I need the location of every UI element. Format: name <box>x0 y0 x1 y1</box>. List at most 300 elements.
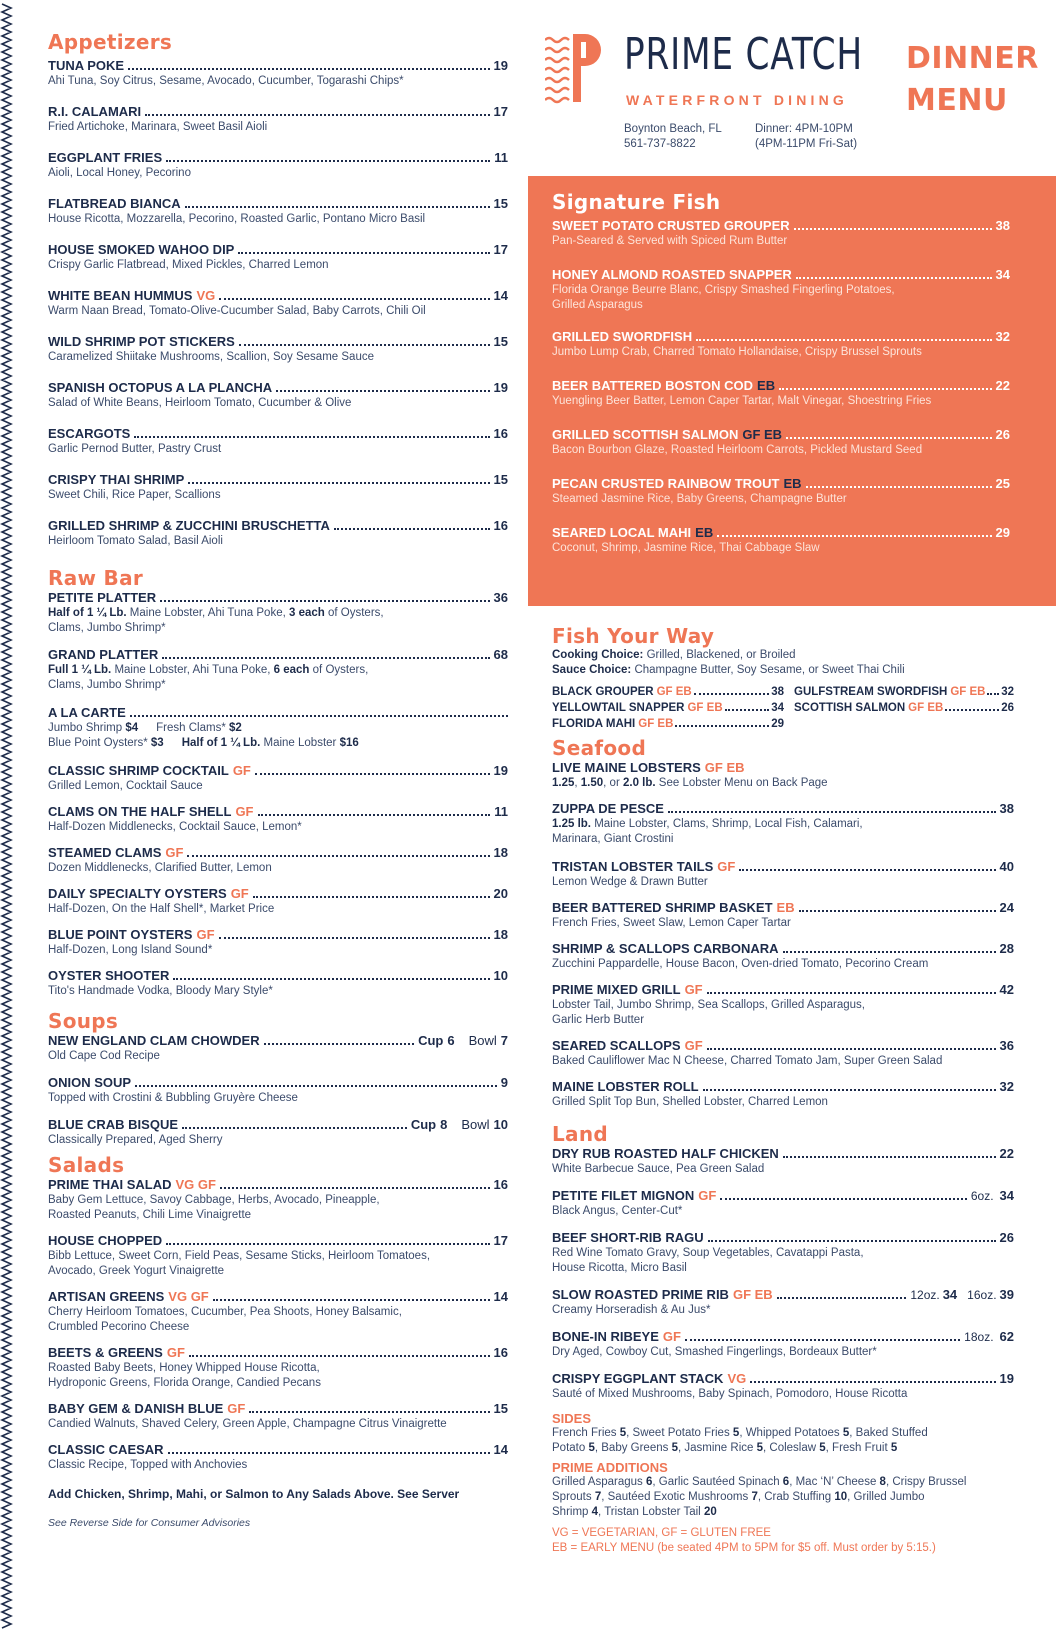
dot-leader <box>703 1089 996 1091</box>
desc-bold: $16 <box>339 737 359 749</box>
side-name: Grilled Asparagus <box>552 1476 646 1488</box>
item-desc: Baked Cauliflower Mac N Cheese, Charred Tomato Jam, Super Green Salad <box>552 1055 943 1067</box>
item-name: PECAN CRUSTED RAINBOW TROUT <box>552 476 780 491</box>
item-price: 9 <box>500 1075 508 1090</box>
item-tag: GF <box>165 845 184 860</box>
dot-leader <box>717 535 991 537</box>
item-name: HOUSE CHOPPED <box>48 1233 163 1248</box>
item-price: 15 <box>493 196 508 211</box>
side-price: 5 <box>756 1442 763 1454</box>
item-desc: Candied Walnuts, Shaved Celery, Green Apple, Champagne Citrus Vinaigrette <box>48 1418 447 1430</box>
dot-leader <box>220 1187 490 1189</box>
dot-leader <box>238 252 489 254</box>
item-tag: GF EB <box>742 427 783 442</box>
item-name: GRILLED SWORDFISH <box>552 329 693 344</box>
item-name: DRY RUB ROASTED HALF CHICKEN <box>552 1146 779 1161</box>
item-name: ESCARGOTS <box>48 426 131 441</box>
item-desc-2: House Ricotta, Micro Basil <box>552 1262 687 1274</box>
dot-leader <box>276 390 489 392</box>
dot-leader <box>707 1048 996 1050</box>
dot-leader <box>675 725 769 727</box>
price-line <box>552 1426 1014 1441</box>
item-desc-2: Roasted Peanuts, Chili Lime Vinaigrette <box>48 1209 252 1221</box>
item-price: 14 <box>493 288 508 303</box>
side-price: 6 <box>645 1476 653 1488</box>
item-desc: Yuengling Beer Batter, Lemon Caper Tartar, Malt Vinegar, Shoestring Fries <box>552 395 932 407</box>
dot-leader <box>694 693 769 695</box>
soup-onion <box>48 1075 508 1117</box>
cup-label: Cup <box>418 1033 444 1048</box>
dot-leader <box>239 344 490 346</box>
item-name: BLACK GROUPER <box>552 686 654 698</box>
item-price: 36 <box>493 590 508 605</box>
item-tag: EB <box>757 378 776 393</box>
cup-price: 6 <box>447 1033 455 1048</box>
item-tag: VG GF <box>175 1177 216 1192</box>
prime-additions-heading: PRIME ADDITIONS <box>552 1460 668 1475</box>
dot-leader <box>166 1243 489 1245</box>
item-price: 16 <box>493 426 508 441</box>
dot-leader <box>219 937 490 939</box>
signature-fish-list <box>552 218 1010 574</box>
menu-item <box>48 150 508 196</box>
item-price: 17 <box>493 104 508 119</box>
item-name: CRISPY THAI SHRIMP <box>48 472 185 487</box>
desc-bold: $3 <box>150 737 164 749</box>
menu-item <box>48 58 508 104</box>
item-name: YELLOWTAIL SNAPPER <box>552 702 685 714</box>
item-desc: Steamed Jasmine Rice, Baby Greens, Champagne Butter <box>552 493 847 505</box>
item-name: BONE-IN RIBEYE <box>552 1329 659 1344</box>
bowl-price: 7 <box>500 1033 508 1048</box>
item-name: GRILLED SHRIMP & ZUCCHINI BRUSCHETTA <box>48 518 330 533</box>
appetizers-list <box>48 58 508 564</box>
menu-item <box>48 518 508 564</box>
item-desc: Aioli, Local Honey, Pecorino <box>48 167 191 179</box>
item-desc: Clams, Jumbo Shrimp* <box>48 622 166 634</box>
item-name: ARTISAN GREENS <box>48 1289 165 1304</box>
live-maine-lobsters <box>552 760 1014 801</box>
item-tag: GF <box>196 927 215 942</box>
item-tag: GF <box>227 1401 246 1416</box>
item-name: STEAMED CLAMS <box>48 845 162 860</box>
item-desc: Caramelized Shiitake Mushrooms, Scallion, Soy Sesame Sauce <box>48 351 374 363</box>
side-price: 7 <box>751 1491 758 1503</box>
menu-item <box>552 476 1010 525</box>
menu-title <box>906 38 1039 122</box>
item-desc: Topped with Crostini & Bubbling Gruyère Cheese <box>48 1092 298 1104</box>
side-price: 6 <box>782 1476 790 1488</box>
dot-leader <box>128 68 489 70</box>
side-name: , Garlic Sautéed Spinach <box>652 1476 783 1488</box>
item-name: R.I. CALAMARI <box>48 104 142 119</box>
desc-bold: Full 1 ¼ Lb. <box>48 664 112 676</box>
item-desc: Salad of White Beans, Heirloom Tomato, Cucumber & Olive <box>48 397 352 409</box>
side-name: , Coleslaw <box>763 1442 820 1454</box>
dot-leader <box>253 896 490 898</box>
item-desc: Ahi Tuna, Soy Citrus, Sesame, Avocado, Cucumber, Togarashi Chips* <box>48 75 404 87</box>
land-filet <box>552 1188 1014 1230</box>
item-size: 18oz. <box>964 1330 994 1344</box>
item-desc: Classically Prepared, Aged Sherry <box>48 1134 223 1146</box>
item-price: 16 <box>493 1345 508 1360</box>
menu-item <box>48 804 508 845</box>
item-name: LIVE MAINE LOBSTERS <box>552 760 701 775</box>
item-desc: Pan-Seared & Served with Spiced Rum Butter <box>552 235 788 247</box>
side-price: 5 <box>619 1427 627 1439</box>
item-name: FLORIDA MAHI <box>552 718 636 730</box>
side-name: Sprouts <box>552 1491 595 1503</box>
seafood-list <box>552 859 1014 1120</box>
a-la-carte <box>48 705 508 763</box>
soup-bisque <box>48 1117 508 1153</box>
item-name: BEETS & GREENS <box>48 1345 163 1360</box>
item-name: BLUE CRAB BISQUE <box>48 1117 179 1132</box>
desc-bold: $2 <box>229 722 242 734</box>
item-price: 15 <box>493 334 508 349</box>
menu-item <box>48 1442 508 1483</box>
item-name: SHRIMP & SCALLOPS CARBONARA <box>552 941 779 956</box>
desc-text: Fresh Clams* <box>156 722 229 734</box>
price-line <box>552 1441 1014 1456</box>
menu-title-line2: MENU <box>906 83 1008 118</box>
bowl-label: Bowl <box>468 1033 497 1048</box>
item-name: TRISTAN LOBSTER TAILS <box>552 859 714 874</box>
item-price: 22 <box>995 378 1010 393</box>
raw-bar-heading: Raw Bar <box>48 566 144 590</box>
side-price: 7 <box>594 1491 602 1503</box>
menu-item <box>552 378 1010 427</box>
item-name: SCOTTISH SALMON <box>794 702 906 714</box>
hours-weekend: (4PM-11PM Fri-Sat) <box>755 138 858 150</box>
item-name: HONEY ALMOND ROASTED SNAPPER <box>552 267 792 282</box>
desc-bold: $4 <box>125 722 139 734</box>
side-price: 5 <box>890 1442 898 1454</box>
item-price: 15 <box>493 1401 508 1416</box>
item-price: 29 <box>995 525 1010 540</box>
price-line <box>552 1505 1014 1520</box>
dot-leader <box>255 773 490 775</box>
item-tag: GF <box>717 859 736 874</box>
dot-leader <box>188 482 489 484</box>
item-price: 62 <box>999 1329 1014 1344</box>
item-desc: House Ricotta, Mozzarella, Pecorino, Roasted Garlic, Pontano Micro Basil <box>48 213 426 225</box>
land-heading: Land <box>552 1122 608 1146</box>
item-name: TUNA POKE <box>48 58 125 73</box>
salads-list <box>48 1177 508 1483</box>
hours-info <box>755 122 857 152</box>
item-name: PRIME MIXED GRILL <box>552 982 681 997</box>
item-name: CLASSIC SHRIMP COCKTAIL <box>48 763 229 778</box>
item-name: SPANISH OCTOPUS A LA PLANCHA <box>48 380 273 395</box>
item-price: 15 <box>493 472 508 487</box>
desc-text: See Lobster Menu on Back Page <box>655 777 828 789</box>
desc-text: Maine Lobster, Ahi Tuna Poke, <box>126 607 289 619</box>
fish-choices-right <box>794 684 1014 732</box>
fish-choice <box>552 684 784 700</box>
item-tag: VG <box>727 1371 747 1386</box>
item-desc: Tito's Handmade Vodka, Bloody Mary Style* <box>48 985 273 997</box>
item-tag: GF <box>235 804 254 819</box>
dot-leader <box>987 693 999 695</box>
item-price: 22 <box>999 1146 1014 1161</box>
item-desc: Grilled Lemon, Cocktail Sauce <box>48 780 203 792</box>
menu-item <box>48 1345 508 1401</box>
menu-item <box>552 218 1010 267</box>
desc-text: Maine Lobster, Clams, Shrimp, Local Fish, Calamari, <box>591 818 863 830</box>
item-name: HOUSE SMOKED WAHOO DIP <box>48 242 235 257</box>
item-name: A LA CARTE <box>48 705 126 720</box>
item-name: FLATBREAD BIANCA <box>48 196 181 211</box>
appetizers-heading: Appetizers <box>48 30 173 54</box>
item-price: 17 <box>493 242 508 257</box>
dot-leader <box>166 160 490 162</box>
item-desc: Sweet Chili, Rice Paper, Scallions <box>48 489 221 501</box>
desc-text: Champagne Butter, Soy Sesame, or Sweet Thai Chili <box>631 664 905 676</box>
side-price: 10 <box>834 1491 848 1503</box>
dot-leader <box>185 206 490 208</box>
item-name: SEARED LOCAL MAHI <box>552 525 692 540</box>
item-desc: Heirloom Tomato Salad, Basil Aioli <box>48 535 223 547</box>
item-desc: Clams, Jumbo Shrimp* <box>48 679 166 691</box>
item-tag: EB <box>695 525 714 540</box>
item-desc: Bacon Bourbon Glaze, Roasted Heirloom Carrots, Pickled Mustard Seed <box>552 444 923 456</box>
item-desc: Crispy Garlic Flatbread, Mixed Pickles, Charred Lemon <box>48 259 329 271</box>
side-price: 5 <box>588 1442 595 1454</box>
desc-bold: 3 each <box>288 607 325 619</box>
side-name: , Grilled Jumbo <box>847 1491 925 1503</box>
price-line <box>552 1475 1014 1490</box>
item-desc: Lemon Wedge & Drawn Butter <box>552 876 708 888</box>
item-price: 29 <box>771 718 784 730</box>
dot-leader <box>783 951 996 953</box>
consumer-advisory-note: See Reverse Side for Consumer Advisories <box>48 1517 251 1529</box>
location-info <box>624 122 722 152</box>
side-name: , Sautéed Exotic Mushrooms <box>601 1491 752 1503</box>
side-name: , Baby Greens <box>594 1442 672 1454</box>
item-tag: GF <box>232 763 251 778</box>
dot-leader <box>173 978 489 980</box>
menu-item <box>552 329 1010 378</box>
item-price: 26 <box>999 1230 1014 1245</box>
item-desc: Red Wine Tomato Gravy, Soup Vegetables, Cavatappi Pasta, <box>552 1247 864 1259</box>
fish-choice <box>552 716 784 732</box>
item-price: 34 <box>999 1188 1014 1203</box>
item-price: 40 <box>999 859 1014 874</box>
item-price: 32 <box>1001 686 1014 698</box>
item-desc: Marinara, Giant Crostini <box>552 833 674 845</box>
left-column <box>48 30 508 1529</box>
land-prime-rib <box>552 1287 1014 1329</box>
desc-bold: Cooking Choice: <box>552 649 644 661</box>
dot-leader <box>799 910 996 912</box>
menu-item <box>48 1401 508 1442</box>
location-city: Boynton Beach, FL <box>624 123 722 135</box>
desc-text: Jumbo Shrimp <box>48 722 126 734</box>
menu-item <box>48 242 508 288</box>
item-name: ZUPPA DE PESCE <box>552 801 664 816</box>
dot-leader <box>334 528 490 530</box>
fish-your-way-heading: Fish Your Way <box>552 624 715 648</box>
fish-choices-grid <box>552 684 1014 732</box>
side-name: , Jasmine Rice <box>677 1442 757 1454</box>
item-size: 16oz. <box>967 1288 997 1302</box>
dot-leader <box>786 437 991 439</box>
item-desc: Baby Gem Lettuce, Savoy Cabbage, Herbs, Avocado, Pineapple, <box>48 1194 380 1206</box>
item-price: 20 <box>493 886 508 901</box>
item-desc: Bibb Lettuce, Sweet Corn, Field Peas, Sesame Sticks, Heirloom Tomatoes, <box>48 1250 431 1262</box>
side-name: French Fries <box>552 1427 620 1439</box>
item-name: NEW ENGLAND CLAM CHOWDER <box>48 1033 260 1048</box>
menu-item <box>48 1289 508 1345</box>
brand-name: PRIME CATCH <box>624 29 863 80</box>
logo-mark-icon <box>545 32 605 104</box>
dot-leader <box>806 486 992 488</box>
item-price: 17 <box>493 1233 508 1248</box>
item-price: 18 <box>493 845 508 860</box>
legend-line-2: EB = EARLY MENU (be seated 4PM to 5PM for $5 off. Must order by 5:15.) <box>552 1542 936 1554</box>
item-tag: GF <box>166 1345 185 1360</box>
item-price: 14 <box>493 1442 508 1457</box>
location-phone: 561-737-8822 <box>624 138 696 150</box>
item-tag: EB <box>776 900 795 915</box>
bowl-price: 10 <box>493 1117 508 1132</box>
item-price: 16 <box>493 518 508 533</box>
item-name: DAILY SPECIALTY OYSTERS <box>48 886 227 901</box>
item-desc: Grilled Split Top Bun, Shelled Lobster, Charred Lemon <box>552 1096 828 1108</box>
item-price: 34 <box>942 1287 958 1302</box>
dot-leader <box>145 114 489 116</box>
item-name: MAINE LOBSTER ROLL <box>552 1079 699 1094</box>
legend-line-1: VG = VEGETARIAN, GF = GLUTEN FREE <box>552 1527 771 1539</box>
item-desc: Black Angus, Center-Cut* <box>552 1205 683 1217</box>
cooking-choice <box>552 648 1014 663</box>
brand-subtitle: WATERFRONT DINING <box>626 92 849 108</box>
dot-leader <box>794 228 992 230</box>
sides-heading: SIDES <box>552 1411 592 1426</box>
dot-leader <box>213 1299 490 1301</box>
raw-bar-list <box>48 763 508 1009</box>
dot-leader <box>134 436 489 438</box>
land-eggplant <box>552 1371 1014 1411</box>
menu-title-line1: DINNER <box>906 41 1039 76</box>
item-price: 34 <box>771 702 784 714</box>
item-name: GULFSTREAM SWORDFISH <box>794 686 948 698</box>
land-chicken <box>552 1146 1014 1188</box>
item-desc-2: Crumbled Pecorino Cheese <box>48 1321 190 1333</box>
item-price: 39 <box>999 1287 1014 1302</box>
menu-item <box>48 927 508 968</box>
side-name: , Crab Stuffing <box>757 1491 835 1503</box>
desc-bold: 2.0 lb. <box>622 777 656 789</box>
item-name: BEER BATTERED SHRIMP BASKET <box>552 900 773 915</box>
dot-leader <box>739 869 995 871</box>
hours-dinner: Dinner: 4PM-10PM <box>755 123 853 135</box>
menu-item <box>48 334 508 380</box>
menu-item <box>48 472 508 518</box>
menu-item <box>552 1079 1014 1120</box>
side-name: , Whipped Potatoes <box>739 1427 843 1439</box>
item-desc: Sauté of Mixed Mushrooms, Baby Spinach, Pomodoro, House Ricotta <box>552 1388 908 1400</box>
menu-item <box>552 1038 1014 1079</box>
dot-leader <box>258 814 491 816</box>
item-price: 11 <box>494 804 508 819</box>
side-price: 4 <box>591 1506 599 1518</box>
menu-item <box>48 763 508 804</box>
dot-leader <box>779 388 991 390</box>
item-price: 38 <box>771 686 784 698</box>
item-tag: GF <box>684 1038 703 1053</box>
menu-item <box>48 968 508 1009</box>
fish-choice <box>552 700 784 716</box>
item-price: 19 <box>493 58 508 73</box>
item-tag: EB <box>783 476 802 491</box>
desc-bold: Sauce Choice: <box>552 664 632 676</box>
fish-choices-left <box>552 684 784 732</box>
item-desc: Dozen Middlenecks, Clarified Butter, Lemon <box>48 862 272 874</box>
item-name: BABY GEM & DANISH BLUE <box>48 1401 224 1416</box>
side-price: 5 <box>671 1442 678 1454</box>
item-price: 19 <box>493 380 508 395</box>
item-desc: Lobster Tail, Jumbo Shrimp, Sea Scallops, Grilled Asparagus, <box>552 999 865 1011</box>
right-column <box>552 624 1014 1556</box>
item-tag: GF <box>698 1188 717 1203</box>
menu-item <box>552 859 1014 900</box>
side-price: 20 <box>703 1506 717 1518</box>
menu-item <box>48 288 508 334</box>
menu-item <box>48 845 508 886</box>
item-tag: GF EB <box>732 1287 773 1302</box>
land-ragu <box>552 1230 1014 1287</box>
item-desc: Warm Naan Bread, Tomato-Olive-Cucumber Salad, Baby Carrots, Chili Oil <box>48 305 426 317</box>
item-name: GRILLED SCOTTISH SALMON <box>552 427 739 442</box>
salads-heading: Salads <box>48 1153 125 1177</box>
sides-list <box>552 1426 1014 1456</box>
item-name: BEER BATTERED BOSTON COD <box>552 378 754 393</box>
desc-text: of Oysters, <box>309 664 369 676</box>
item-name: SEARED SCALLOPS <box>552 1038 681 1053</box>
side-price: 8 <box>879 1476 886 1488</box>
desc-text: Maine Lobster <box>260 737 340 749</box>
item-desc-2: Grilled Asparagus <box>552 299 643 311</box>
item-price: 34 <box>995 267 1010 282</box>
item-tag: GF EB <box>687 702 723 714</box>
menu-item <box>48 196 508 242</box>
item-price: 14 <box>493 1289 508 1304</box>
side-name: Potato <box>552 1442 589 1454</box>
item-desc: Garlic Pernod Butter, Pastry Crust <box>48 443 222 455</box>
item-name: OYSTER SHOOTER <box>48 968 170 983</box>
dot-leader <box>696 339 991 341</box>
item-price: 68 <box>493 647 508 662</box>
desc-bold: Half of 1 ¼ Lb. <box>181 737 261 749</box>
dot-leader <box>707 992 996 994</box>
side-name: , Fresh Fruit <box>825 1442 891 1454</box>
item-desc: Classic Recipe, Topped with Anchovies <box>48 1459 248 1471</box>
zigzag-border <box>0 0 14 1632</box>
item-desc: Dry Aged, Cowboy Cut, Smashed Fingerlings, Bordeaux Butter* <box>552 1346 877 1358</box>
side-name: , Mac ‘N’ Cheese <box>789 1476 880 1488</box>
item-desc: Jumbo Lump Crab, Charred Tomato Hollandaise, Crispy Brussel Sprouts <box>552 346 922 358</box>
item-name: EGGPLANT FRIES <box>48 150 163 165</box>
land-ribeye <box>552 1329 1014 1371</box>
petite-platter <box>48 590 508 647</box>
side-name: Shrimp <box>552 1506 592 1518</box>
soup-chowder <box>48 1033 508 1075</box>
item-name: CLASSIC CAESAR <box>48 1442 164 1457</box>
menu-item <box>552 982 1014 1038</box>
dot-leader <box>725 709 770 711</box>
